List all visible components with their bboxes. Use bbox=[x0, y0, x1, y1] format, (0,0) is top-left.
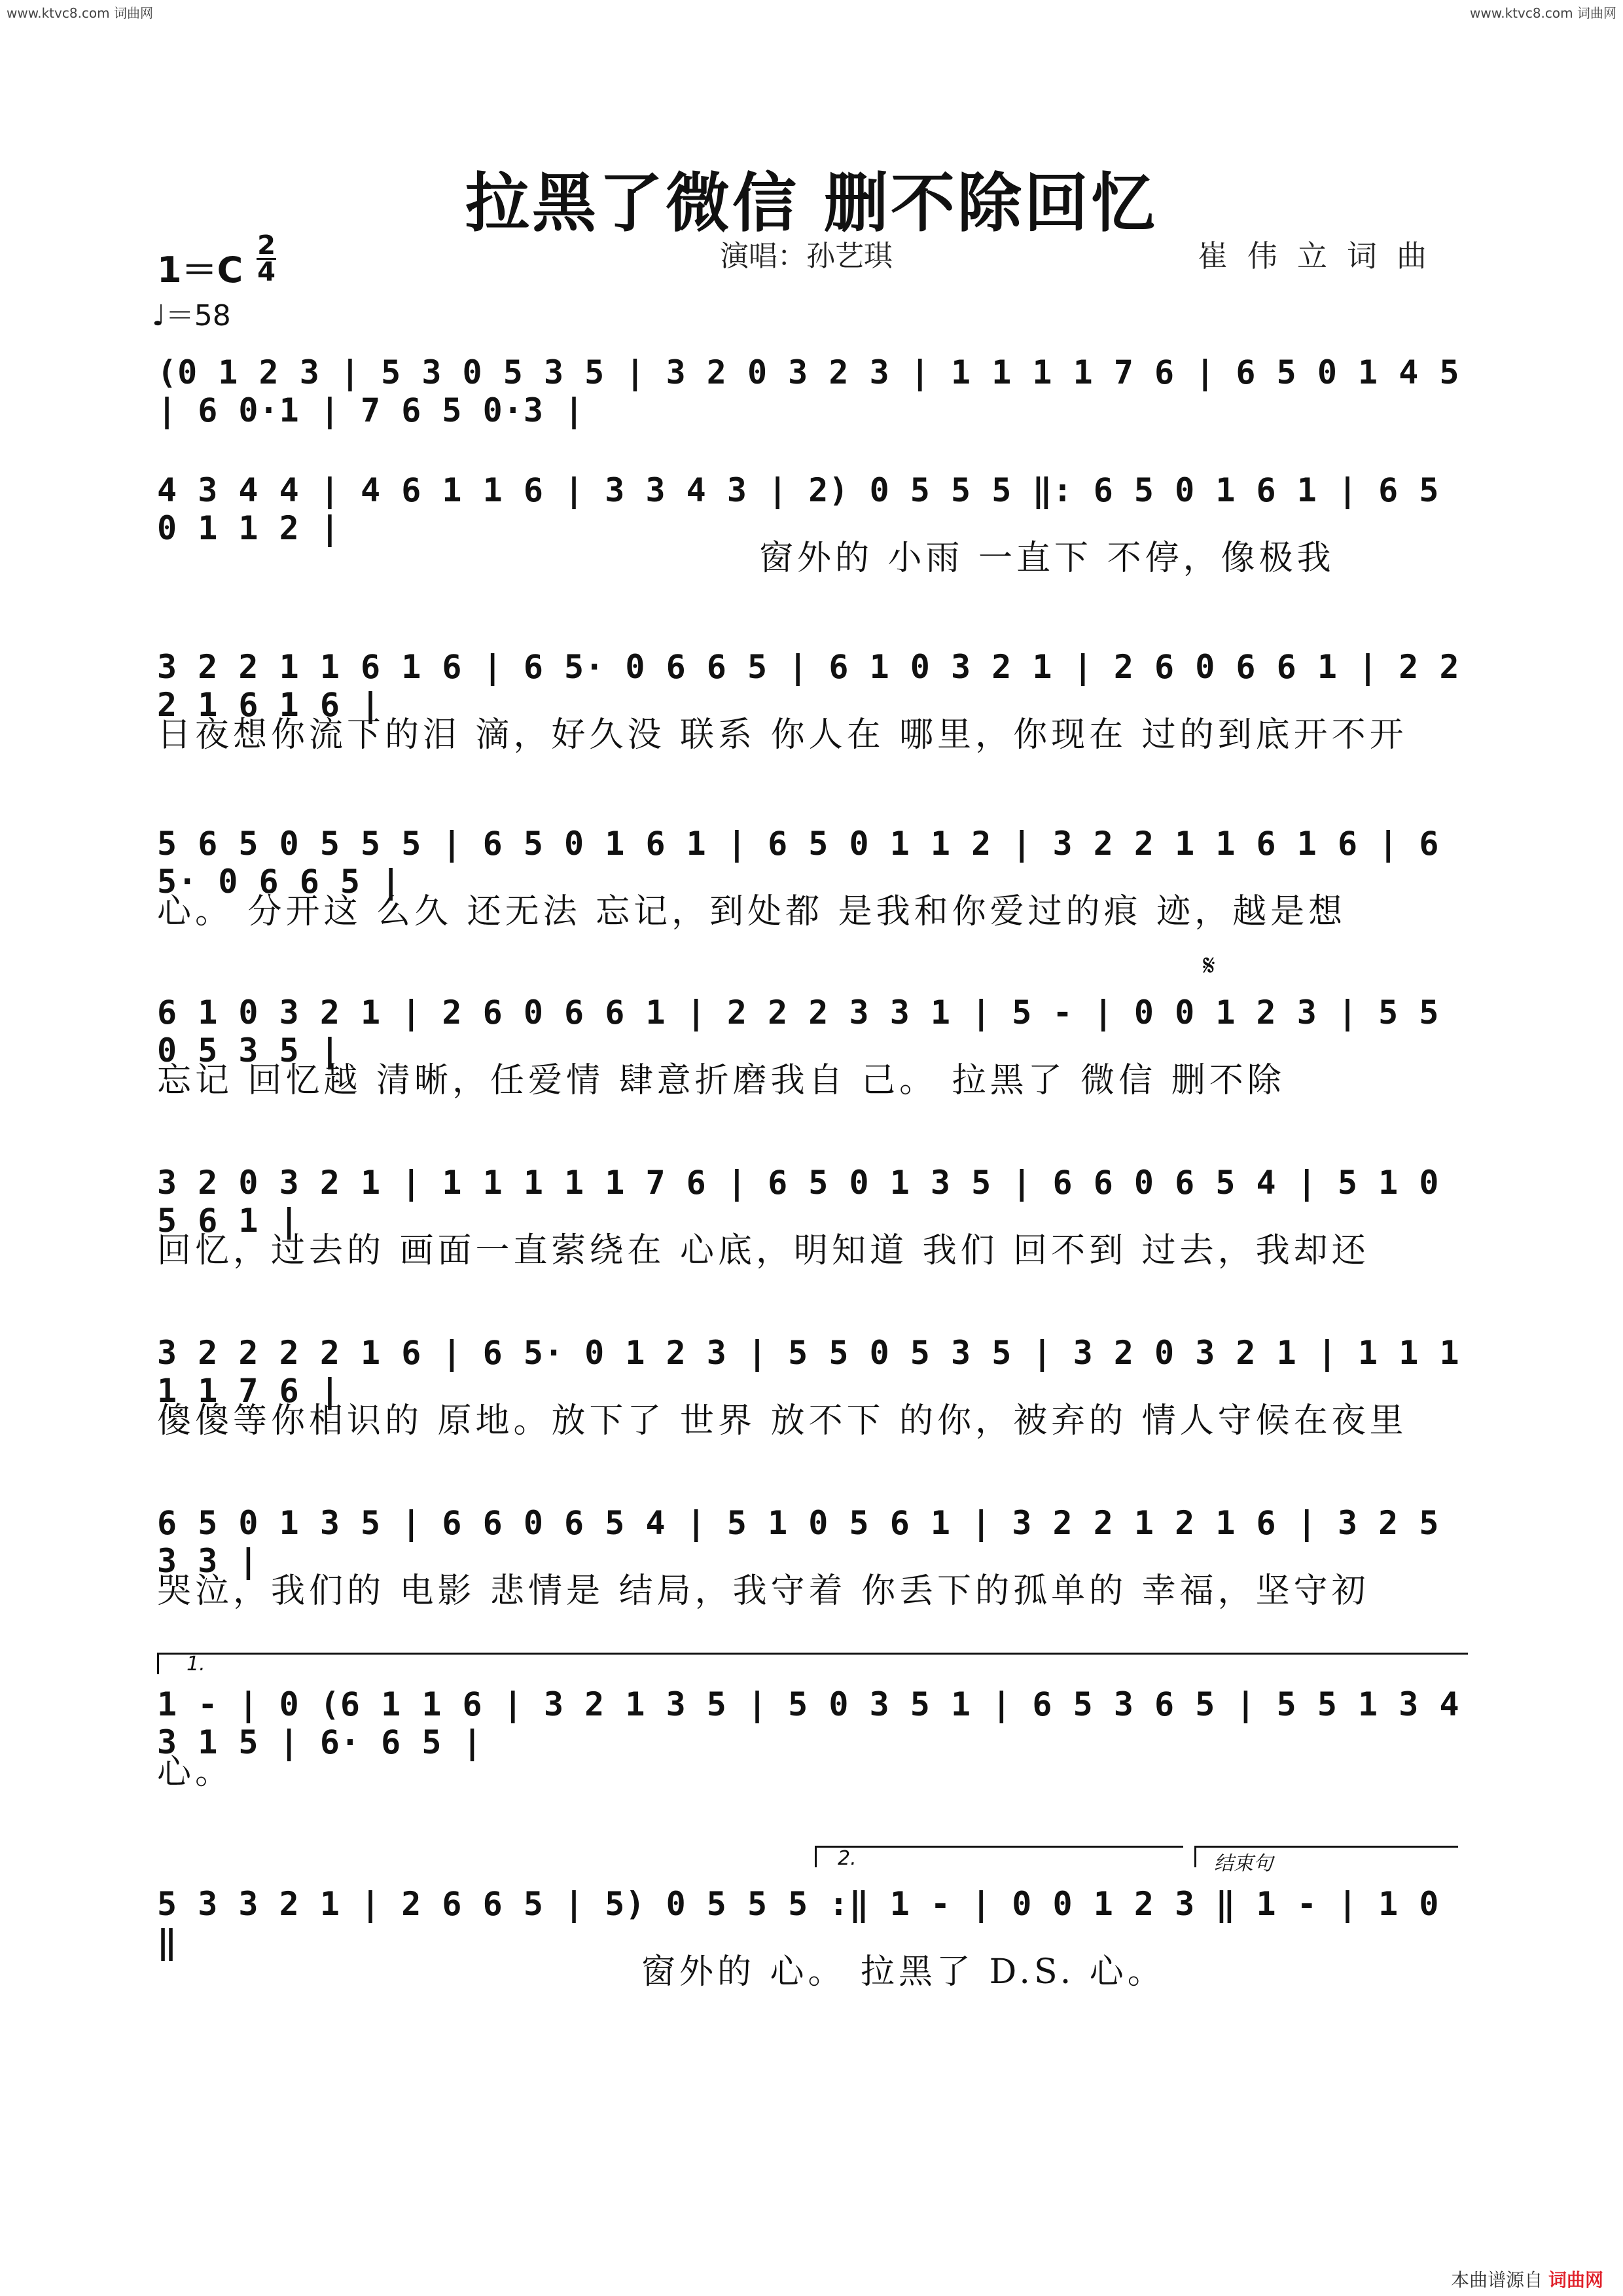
notes-line-9: 1 - | 0 (6 1 1 6 | 3 2 1 3 5 | 5 0 3 5 1 | 6 5 3 6 5 | 5 5 1 3 4 3 1 5 | 6· 6 5 | bbox=[157, 1685, 1460, 1761]
footer-source bbox=[1451, 2266, 1603, 2292]
notes-line-3: 3 2 2 1 1 6 1 6 | 6 5· 0 6 6 5 | 6 1 0 3 2 1 | 2 6 0 6 6 1 | 2 2 2 1 6 1 6 | bbox=[157, 648, 1460, 724]
volta-bracket-first bbox=[157, 1653, 1468, 1674]
notes-line-6: 3 2 0 3 2 1 | 1 1 1 1 1 7 6 | 6 5 0 1 3 5 | 6 6 0 6 5 4 | 5 1 0 5 6 1 | bbox=[157, 1164, 1440, 1240]
corner-watermark-left: www.ktvc8.com 词曲网 bbox=[7, 5, 154, 21]
tempo-marking: ♩＝58 bbox=[152, 299, 231, 332]
song-title: 拉黑了微信 删不除回忆 bbox=[465, 166, 1158, 241]
time-signature-bottom: 4 bbox=[257, 257, 276, 287]
lyrics-line-6: 回忆，过去的 画面一直萦绕在 心底，明知道 我们 回不到 过去，我却还 bbox=[157, 1231, 1370, 1270]
volta-label-ending: 结束句 bbox=[1214, 1852, 1273, 1875]
volta-bracket-second bbox=[815, 1846, 1183, 1867]
volta-label-first: 1. bbox=[187, 1653, 205, 1676]
footer-source-text: 本曲谱源自 bbox=[1451, 2269, 1543, 2291]
time-signature-top: 2 bbox=[257, 230, 276, 260]
lyrics-line-5: 忘记 回忆越 清晰，任爱情 肆意折磨我自 己。 拉黑了 微信 删不除 bbox=[157, 1061, 1285, 1100]
notes-line-7: 3 2 2 2 2 1 6 | 6 5· 0 1 2 3 | 5 5 0 5 3 5 | 3 2 0 3 2 1 | 1 1 1 1 1 7 6 | bbox=[157, 1334, 1460, 1410]
lyrics-line-7: 傻傻等你相识的 原地。放下了 世界 放不下 的你，被弃的 情人守候在夜里 bbox=[157, 1401, 1408, 1441]
notes-line-10: 5 3 3 2 1 | 2 6 6 5 | 5) 0 5 5 5 :‖ 1 - | 0 0 1 2 3 ‖ 1 - | 1 0 ‖ bbox=[157, 1885, 1440, 1961]
footer-brand: 词曲网 bbox=[1548, 2269, 1603, 2291]
volta-label-second: 2. bbox=[838, 1847, 857, 1870]
segno-sign: 𝄋 bbox=[1203, 949, 1215, 982]
singer-credit: 演唱：孙艺琪 bbox=[720, 240, 893, 273]
lyrics-line-3: 日夜想你流下的泪 滴，好久没 联系 你人在 哪里，你现在 过的到底开不开 bbox=[157, 715, 1408, 755]
lyrics-line-2: 窗外的 小雨 一直下 不停，像极我 bbox=[759, 539, 1335, 578]
composer-credit: 崔伟立词曲 bbox=[1198, 238, 1446, 274]
notes-line-4: 5 6 5 0 5 5 5 | 6 5 0 1 6 1 | 6 5 0 1 1 2 | 3 2 2 1 1 6 1 6 | 6 5· 0 6 6 5 | bbox=[157, 825, 1440, 901]
time-signature bbox=[257, 230, 276, 287]
corner-watermark-right: www.ktvc8.com 词曲网 bbox=[1469, 5, 1616, 21]
notes-line-1: (0 1 2 3 | 5 3 0 5 3 5 | 3 2 0 3 2 3 | 1 1 1 1 7 6 | 6 5 0 1 4 5 | 6 0·1 | 7 6 5 0·3 | bbox=[157, 353, 1460, 429]
lyrics-line-10: 窗外的 心。 拉黑了 D.S. 心。 bbox=[641, 1952, 1166, 1992]
key-signature: 1＝C bbox=[157, 249, 243, 291]
notes-line-8: 6 5 0 1 3 5 | 6 6 0 6 5 4 | 5 1 0 5 6 1 | 3 2 2 1 2 1 6 | 3 2 5 3 3 | bbox=[157, 1504, 1440, 1580]
lyrics-line-9: 心。 bbox=[157, 1753, 234, 1792]
notes-line-5: 6 1 0 3 2 1 | 2 6 0 6 6 1 | 2 2 2 3 3 1 | 5 - | 0 0 1 2 3 | 5 5 0 5 3 5 | bbox=[157, 994, 1440, 1069]
notes-line-2: 4 3 4 4 | 4 6 1 1 6 | 3 3 4 3 | 2) 0 5 5 5 ‖: 6 5 0 1 6 1 | 6 5 0 1 1 2 | bbox=[157, 471, 1440, 547]
lyrics-line-4: 心。 分开这 么久 还无法 忘记，到处都 是我和你爱过的痕 迹，越是想 bbox=[157, 892, 1347, 931]
lyrics-line-8: 哭泣，我们的 电影 悲情是 结局，我守着 你丢下的孤单的 幸福，坚守初 bbox=[157, 1571, 1370, 1611]
